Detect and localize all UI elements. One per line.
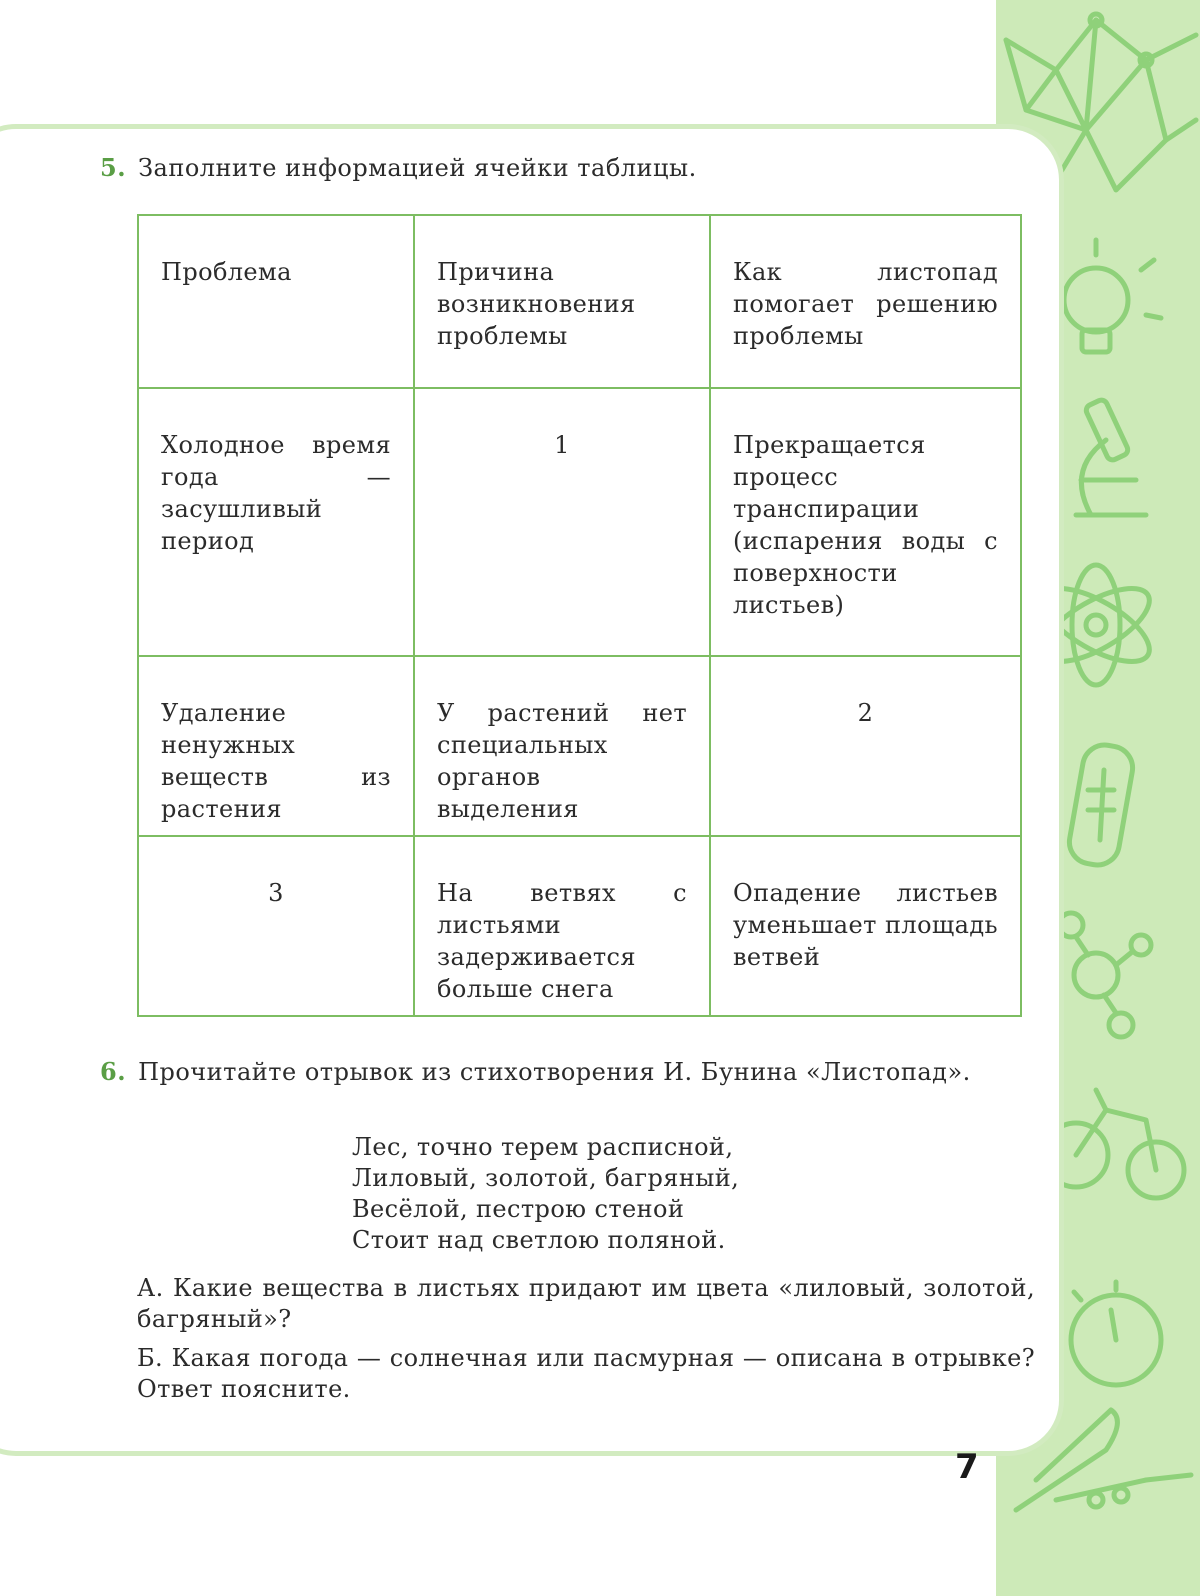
poem-line: Лиловый, золотой, багряный, bbox=[352, 1164, 740, 1192]
table-cell-blank-2[interactable]: 2 bbox=[710, 656, 1021, 836]
task-6-heading bbox=[100, 1057, 971, 1087]
table-cell: Холодное время года — засушливый период bbox=[138, 388, 414, 656]
stopwatch-icon bbox=[1071, 1282, 1161, 1385]
table-cell: Опадение листьев уменьшает площадь ветвей bbox=[710, 836, 1021, 1016]
table-header-cell: Как листопад помогает решению проблемы bbox=[710, 215, 1021, 388]
table-row bbox=[138, 215, 1021, 388]
fill-in-table bbox=[137, 214, 1022, 1017]
table-cell-blank-3[interactable]: 3 bbox=[138, 836, 414, 1016]
thermometer-icon bbox=[1066, 742, 1136, 869]
table-cell: У растений нет специальных органов выделения bbox=[414, 656, 710, 836]
task-5-prompt: Заполните информацией ячейки таблицы. bbox=[138, 154, 697, 182]
table-header-cell: Проблема bbox=[138, 215, 414, 388]
table-row bbox=[138, 388, 1021, 656]
molecule-icon bbox=[1059, 913, 1151, 1037]
poem-excerpt bbox=[352, 1132, 739, 1256]
bicycle-icon bbox=[1044, 1090, 1184, 1198]
table-row bbox=[138, 836, 1021, 1016]
poem-line: Стоит над светлою поляной. bbox=[352, 1226, 726, 1254]
table-cell-blank-1[interactable]: 1 bbox=[414, 388, 710, 656]
page-number: 7 bbox=[955, 1447, 979, 1487]
table-cell: Прекращается процесс транспирации (испарения воды с поверхности листьев) bbox=[710, 388, 1021, 656]
poem-line: Лес, точно терем расписной, bbox=[352, 1133, 734, 1161]
question-a: А. Какие вещества в листьях придают им цвета «лиловый, золотой, багряный»? bbox=[137, 1274, 1035, 1333]
task-6-number: 6. bbox=[100, 1057, 127, 1086]
task-6-prompt: Прочитайте отрывок из стихотворения И. Бунина «Листопад». bbox=[138, 1058, 971, 1086]
task-5-heading bbox=[100, 153, 697, 183]
table-header-cell: Причина возникновения проблемы bbox=[414, 215, 710, 388]
question-b: Б. Какая погода — солнечная или пасмурная — описана в отрывке? Ответ поясните. bbox=[137, 1344, 1035, 1403]
poem-line: Весёлой, пестрою стеной bbox=[352, 1195, 685, 1223]
lightbulb-icon bbox=[1064, 240, 1161, 352]
task-5-number: 5. bbox=[100, 153, 127, 182]
microscope-icon bbox=[1076, 398, 1146, 515]
table-cell: Удаление ненужных веществ из растения bbox=[138, 656, 414, 836]
table-row bbox=[138, 656, 1021, 836]
table-cell: На ветвях с листьями задерживается больше снега bbox=[414, 836, 710, 1016]
